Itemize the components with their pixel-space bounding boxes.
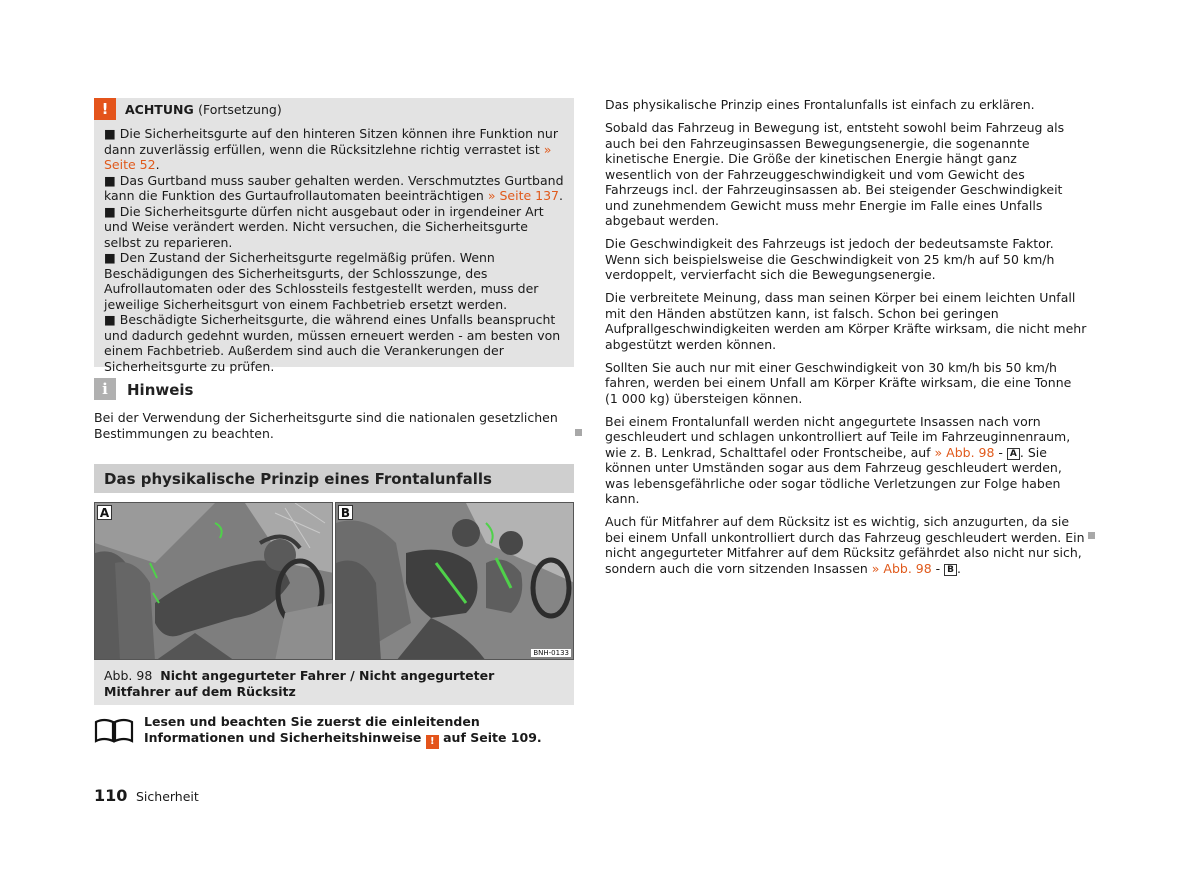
- section-title: Das physikalische Prinzip eines Frontalunfalls: [104, 470, 492, 488]
- page-section: Sicherheit: [136, 789, 199, 804]
- warning-item: ■ Die Sicherheitsgurte dürfen nicht ausgebaut oder in irgendeiner Art und Weise verändert werden. Nicht versuchen, die Sicherheitsgurte selbst zu reparieren.: [104, 203, 544, 250]
- end-marker-icon: [575, 429, 582, 436]
- figure-panel-b: [335, 502, 574, 660]
- figure-link[interactable]: » Abb. 98: [934, 444, 995, 460]
- figure-label-a: A: [97, 505, 112, 520]
- figure-label-b: B: [338, 505, 353, 520]
- driver-crash-illustration: [95, 503, 333, 660]
- page-number: 110: [94, 786, 128, 805]
- figure-link[interactable]: » Abb. 98: [871, 560, 932, 576]
- page-link[interactable]: » Seite 52: [104, 141, 552, 172]
- warning-icon: !: [426, 735, 439, 749]
- warning-icon: !: [94, 98, 116, 120]
- page-link[interactable]: » Seite 137: [487, 188, 559, 203]
- figure-panel-a: [94, 502, 333, 660]
- paragraph: Sollten Sie auch nur mit einer Geschwindigkeit von 30 km/h bis 50 km/h fahren, werden bei einem Unfall am Körper Kräfte wirksam, die eine Tonne (1 000 kg) übersteigen können.: [605, 359, 1072, 406]
- warning-header: [94, 98, 574, 120]
- paragraph: Die verbreitete Meinung, dass man seinen Körper bei einem leichten Unfall mit den Händen abstützen kann, ist falsch. Schon bei geringen Aufprallgeschwindigkeiten werden am Körper Kräfte wirksam, die nicht mehr abgestützt werden können.: [605, 290, 1087, 352]
- note-title: Hinweis: [127, 381, 194, 399]
- warning-title: ACHTUNG (Fortsetzung): [125, 102, 282, 117]
- read-notice-text: Lesen und beachten Sie zuerst die einleitenden Informationen und Sicherheitshinweise ! auf Seite 109.: [144, 714, 542, 747]
- paragraph: Sobald das Fahrzeug in Bewegung ist, entsteht sowohl beim Fahrzeug als auch bei den Fahrzeuginsassen Bewegungsenergie, die sogenannte kinetische Energie. Die Größe der kinetischen Energie hängt ganz wesentlich von der Fahrzeuggeschwindigkeit und vom Gewicht des Fahrzeugs incl. der Fahrzeuginsassen ab. Bei steigender Geschwindigkeit und zunehmendem Gewicht muss mehr Energie im Falle eines Unfalls abgebaut werden.: [605, 120, 1065, 228]
- paragraph: Bei einem Frontalunfall werden nicht angegurtete Insassen nach vorn geschleudert und schlagen unkontrolliert auf Teile im Fahrzeuginnenraum, wie z. B. Lenkrad, Schalttafel oder Frontscheibe, auf » Abb. 98 - A . Sie können unter Umständen sogar aus dem Fahrzeug geschleudert werden, was lebensgefährliche oder sogar tödliche Verletzungen zur Folge haben kann.: [605, 413, 1071, 506]
- warning-body: [104, 126, 564, 374]
- info-icon: i: [94, 378, 116, 400]
- warning-item: ■ Den Zustand der Sicherheitsgurte regelmäßig prüfen. Wenn Beschädigungen des Sicherheitsgurts, der Schlosszunge, des Aufrollautomaten oder des Schlossteils festgestellt werden, muss der jeweilige Sicherheitsgurt von einem Fachbetrieb ersetzt werden.: [104, 250, 539, 312]
- warning-item: ■ Die Sicherheitsgurte auf den hinteren Sitzen können ihre Funktion nur dann zuverlässig erfüllen, wenn die Rücksitzlehne richtig verrastet ist » Seite 52.: [104, 126, 558, 172]
- figure-code: BNH-0133: [533, 649, 569, 657]
- caption-text: Nicht angegurteter Fahrer / Nicht angegurteter Mitfahrer auf dem Rücksitz: [104, 668, 495, 699]
- right-column: [605, 97, 1087, 584]
- paragraph: Auch für Mitfahrer auf dem Rücksitz ist es wichtig, sich anzugurten, da sie bei einem Unfall unkontrolliert durch das Fahrzeug geschleudert werden. Ein nicht angegurteter Mitfahrer auf dem Rücksitz gefährdet also nicht nur sich, sondern auch die vorn sitzenden Insassen » Abb. 98 - B .: [605, 514, 1085, 576]
- figure-ref-a: A: [1007, 448, 1020, 460]
- book-icon: [94, 716, 134, 744]
- paragraph: Das physikalische Prinzip eines Frontalunfalls ist einfach zu erklären.: [605, 97, 1035, 112]
- end-marker-icon: [1088, 532, 1095, 539]
- figure-ref-b: B: [944, 564, 957, 576]
- warning-box: [94, 98, 574, 374]
- warning-item: ■ Das Gurtband muss sauber gehalten werden. Verschmutztes Gurtband kann die Funktion des Gurtaufrollautomaten beeinträchtigen » Seite 137.: [104, 172, 564, 203]
- note-header: [94, 378, 394, 400]
- section-header: [94, 464, 574, 493]
- paragraph: Die Geschwindigkeit des Fahrzeugs ist jedoch der bedeutsamste Faktor. Wenn sich beispielsweise die Geschwindigkeit von 25 km/h auf 50 km/h verdoppelt, vervierfacht sich die Bewegungsenergie.: [605, 236, 1055, 282]
- warning-item: ■ Beschädigte Sicherheitsgurte, die während eines Unfalls beansprucht und dadurch gedehnt wurden, müssen erneuert werden - am besten von einem Fachbetrieb. Außerdem sind auch die Verankerungen der Sicherheitsgurte zu prüfen.: [104, 312, 561, 374]
- read-notice: [94, 714, 574, 748]
- caption-number: Abb. 98: [104, 668, 153, 683]
- note-text: Bei der Verwendung der Sicherheitsgurte sind die nationalen gesetzlichen Bestimmungen zu beachten.: [94, 410, 558, 441]
- passenger-crash-illustration: [336, 503, 574, 660]
- figure-caption: [94, 660, 574, 705]
- figure-illustration: [94, 502, 574, 660]
